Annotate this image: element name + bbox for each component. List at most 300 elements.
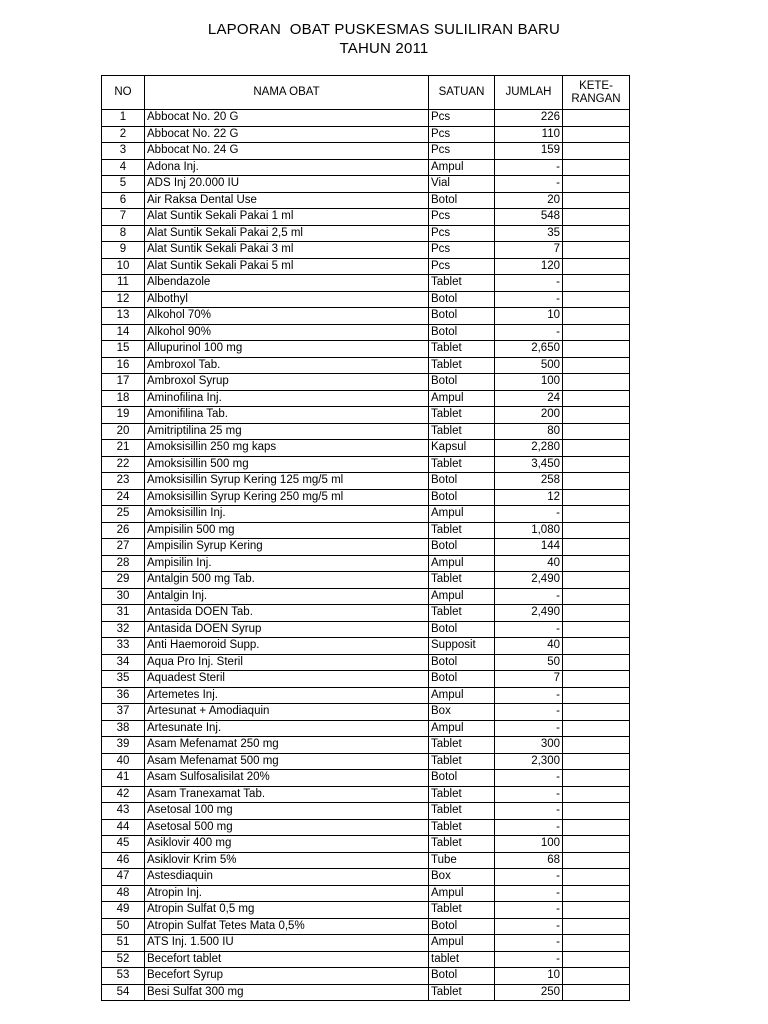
row-unit-cell: Tablet [429,836,495,853]
row-no-cell: 11 [102,275,145,292]
table-row [102,803,630,820]
row-no-cell: 43 [102,803,145,820]
row-note-cell [563,720,630,737]
row-unit-cell: Botol [429,770,495,787]
row-note-cell [563,275,630,292]
row-no-cell: 44 [102,819,145,836]
row-note-cell [563,605,630,622]
row-name-cell: Albendazole [145,275,429,292]
row-name-cell: Artemetes Inj. [145,687,429,704]
row-note-cell [563,341,630,358]
row-unit-cell: Tablet [429,522,495,539]
row-note-cell [563,902,630,919]
row-unit-cell: Tablet [429,984,495,1001]
row-note-cell [563,753,630,770]
row-unit-cell: Tablet [429,803,495,820]
row-qty-cell: 159 [495,143,563,160]
row-unit-cell: Pcs [429,258,495,275]
row-unit-cell: Tablet [429,605,495,622]
row-name-cell: Alat Suntik Sekali Pakai 1 ml [145,209,429,226]
medicine-report-table [101,75,630,1001]
row-qty-cell: - [495,291,563,308]
row-name-cell: Amitriptilina 25 mg [145,423,429,440]
row-unit-cell: Pcs [429,126,495,143]
row-qty-cell: 68 [495,852,563,869]
table-row [102,324,630,341]
row-no-cell: 18 [102,390,145,407]
row-name-cell: Asetosal 100 mg [145,803,429,820]
row-qty-cell: - [495,918,563,935]
table-header [102,76,630,110]
row-no-cell: 2 [102,126,145,143]
row-name-cell: Artesunat + Amodiaquin [145,704,429,721]
row-qty-cell: 100 [495,374,563,391]
row-unit-cell: Tablet [429,341,495,358]
row-name-cell: Alat Suntik Sekali Pakai 5 ml [145,258,429,275]
row-note-cell [563,869,630,886]
row-unit-cell: Tablet [429,572,495,589]
row-note-cell [563,968,630,985]
row-qty-cell: - [495,902,563,919]
row-note-cell [563,192,630,209]
table-row [102,341,630,358]
table-row [102,836,630,853]
header-unit: SATUAN [429,76,495,110]
row-qty-cell: 7 [495,671,563,688]
row-qty-cell: 10 [495,308,563,325]
row-note-cell [563,407,630,424]
table-row [102,522,630,539]
row-unit-cell: Tablet [429,423,495,440]
row-name-cell: Ampisilin 500 mg [145,522,429,539]
row-qty-cell: 80 [495,423,563,440]
row-unit-cell: Tablet [429,902,495,919]
header-note: KETE- RANGAN [563,76,630,110]
row-unit-cell: Ampul [429,588,495,605]
row-no-cell: 54 [102,984,145,1001]
row-note-cell [563,572,630,589]
row-no-cell: 38 [102,720,145,737]
row-note-cell [563,935,630,952]
row-name-cell: Amoksisillin Inj. [145,506,429,523]
row-qty-cell: 2,280 [495,440,563,457]
row-qty-cell: - [495,275,563,292]
table-row [102,605,630,622]
row-name-cell: Amoksisillin Syrup Kering 125 mg/5 ml [145,473,429,490]
row-no-cell: 21 [102,440,145,457]
row-name-cell: Astesdiaquin [145,869,429,886]
row-no-cell: 53 [102,968,145,985]
row-name-cell: Atropin Sulfat Tetes Mata 0,5% [145,918,429,935]
row-qty-cell: - [495,720,563,737]
table-row [102,258,630,275]
row-note-cell [563,324,630,341]
row-name-cell: Antasida DOEN Syrup [145,621,429,638]
row-qty-cell: 226 [495,110,563,127]
row-no-cell: 9 [102,242,145,259]
row-qty-cell: - [495,159,563,176]
row-unit-cell: Botol [429,968,495,985]
row-name-cell: Asam Sulfosalisilat 20% [145,770,429,787]
table-row [102,737,630,754]
table-row [102,291,630,308]
row-unit-cell: Ampul [429,555,495,572]
row-name-cell: Albothyl [145,291,429,308]
table-row [102,506,630,523]
table-row [102,654,630,671]
row-note-cell [563,390,630,407]
row-name-cell: Alat Suntik Sekali Pakai 2,5 ml [145,225,429,242]
row-name-cell: Besi Sulfat 300 mg [145,984,429,1001]
row-note-cell [563,225,630,242]
row-no-cell: 27 [102,539,145,556]
row-qty-cell: 120 [495,258,563,275]
row-unit-cell: Ampul [429,935,495,952]
row-no-cell: 14 [102,324,145,341]
row-name-cell: Antasida DOEN Tab. [145,605,429,622]
row-no-cell: 8 [102,225,145,242]
row-name-cell: Amoksisillin Syrup Kering 250 mg/5 ml [145,489,429,506]
row-name-cell: ADS Inj 20.000 IU [145,176,429,193]
row-unit-cell: Pcs [429,209,495,226]
row-qty-cell: 50 [495,654,563,671]
row-note-cell [563,522,630,539]
row-no-cell: 40 [102,753,145,770]
row-qty-cell: 40 [495,638,563,655]
row-qty-cell: - [495,506,563,523]
table-row [102,308,630,325]
row-note-cell [563,374,630,391]
row-note-cell [563,126,630,143]
row-unit-cell: Tablet [429,819,495,836]
row-unit-cell: Ampul [429,885,495,902]
row-no-cell: 4 [102,159,145,176]
table-row [102,390,630,407]
table-row [102,489,630,506]
row-unit-cell: Botol [429,489,495,506]
row-note-cell [563,819,630,836]
table-row [102,819,630,836]
table-row [102,687,630,704]
row-name-cell: Abbocat No. 22 G [145,126,429,143]
row-qty-cell: 250 [495,984,563,1001]
row-name-cell: Allupurinol 100 mg [145,341,429,358]
row-qty-cell: 258 [495,473,563,490]
row-unit-cell: Ampul [429,390,495,407]
row-name-cell: Aquadest Steril [145,671,429,688]
row-qty-cell: 2,490 [495,572,563,589]
row-name-cell: ATS Inj. 1.500 IU [145,935,429,952]
table-row [102,357,630,374]
row-unit-cell: Botol [429,308,495,325]
row-no-cell: 47 [102,869,145,886]
row-name-cell: Atropin Inj. [145,885,429,902]
table-row [102,275,630,292]
table-header-row [102,76,630,110]
table-row [102,225,630,242]
row-no-cell: 51 [102,935,145,952]
row-unit-cell: Botol [429,671,495,688]
row-name-cell: Adona Inj. [145,159,429,176]
row-name-cell: Ampisilin Inj. [145,555,429,572]
row-qty-cell: - [495,704,563,721]
row-qty-cell: - [495,176,563,193]
row-unit-cell: Supposit [429,638,495,655]
row-qty-cell: - [495,803,563,820]
row-unit-cell: Tablet [429,275,495,292]
row-unit-cell: Botol [429,654,495,671]
row-qty-cell: - [495,819,563,836]
row-note-cell [563,456,630,473]
table-row [102,918,630,935]
table-row [102,572,630,589]
row-note-cell [563,242,630,259]
row-name-cell: Becefort tablet [145,951,429,968]
row-name-cell: Becefort Syrup [145,968,429,985]
row-no-cell: 30 [102,588,145,605]
row-name-cell: Atropin Sulfat 0,5 mg [145,902,429,919]
row-note-cell [563,357,630,374]
row-no-cell: 32 [102,621,145,638]
table-row [102,159,630,176]
row-note-cell [563,704,630,721]
row-qty-cell: 2,300 [495,753,563,770]
table-row [102,770,630,787]
row-no-cell: 29 [102,572,145,589]
row-name-cell: Artesunate Inj. [145,720,429,737]
row-unit-cell: Vial [429,176,495,193]
row-qty-cell: 2,650 [495,341,563,358]
row-note-cell [563,588,630,605]
row-qty-cell: - [495,786,563,803]
row-no-cell: 46 [102,852,145,869]
row-qty-cell: 12 [495,489,563,506]
report-title-line-2: TAHUN 2011 [339,40,429,57]
row-note-cell [563,852,630,869]
row-note-cell [563,803,630,820]
row-name-cell: Alkohol 70% [145,308,429,325]
row-name-cell: Antalgin Inj. [145,588,429,605]
row-note-cell [563,473,630,490]
row-note-cell [563,836,630,853]
row-note-cell [563,506,630,523]
table-row [102,539,630,556]
row-name-cell: Ambroxol Syrup [145,374,429,391]
table-row [102,671,630,688]
table-row [102,473,630,490]
table-row [102,143,630,160]
row-name-cell: Antalgin 500 mg Tab. [145,572,429,589]
row-qty-cell: 24 [495,390,563,407]
table-row [102,852,630,869]
row-no-cell: 33 [102,638,145,655]
row-qty-cell: 2,490 [495,605,563,622]
row-qty-cell: 548 [495,209,563,226]
row-name-cell: Anti Haemoroid Supp. [145,638,429,655]
row-unit-cell: Kapsul [429,440,495,457]
row-qty-cell: - [495,687,563,704]
row-note-cell [563,984,630,1001]
row-qty-cell: 35 [495,225,563,242]
row-no-cell: 49 [102,902,145,919]
row-note-cell [563,539,630,556]
row-name-cell: Asiklovir 400 mg [145,836,429,853]
table-row [102,621,630,638]
table-row [102,588,630,605]
row-unit-cell: Tablet [429,753,495,770]
row-unit-cell: Pcs [429,110,495,127]
row-note-cell [563,291,630,308]
table-row [102,935,630,952]
row-note-cell [563,687,630,704]
table-row [102,753,630,770]
row-no-cell: 28 [102,555,145,572]
table-row [102,869,630,886]
row-unit-cell: Pcs [429,225,495,242]
row-qty-cell: - [495,324,563,341]
row-name-cell: Alkohol 90% [145,324,429,341]
row-qty-cell: - [495,621,563,638]
row-unit-cell: Botol [429,621,495,638]
row-qty-cell: - [495,588,563,605]
row-qty-cell: 10 [495,968,563,985]
row-unit-cell: Tube [429,852,495,869]
table-row [102,209,630,226]
report-title [0,20,768,58]
row-no-cell: 10 [102,258,145,275]
row-no-cell: 42 [102,786,145,803]
row-qty-cell: - [495,885,563,902]
row-unit-cell: Botol [429,324,495,341]
row-no-cell: 36 [102,687,145,704]
row-name-cell: Ambroxol Tab. [145,357,429,374]
row-unit-cell: Tablet [429,786,495,803]
row-note-cell [563,143,630,160]
row-qty-cell: 300 [495,737,563,754]
row-note-cell [563,770,630,787]
row-name-cell: Abbocat No. 20 G [145,110,429,127]
row-name-cell: Alat Suntik Sekali Pakai 3 ml [145,242,429,259]
row-note-cell [563,555,630,572]
row-note-cell [563,951,630,968]
row-unit-cell: Tablet [429,737,495,754]
row-unit-cell: Tablet [429,407,495,424]
row-name-cell: Amoksisillin 250 mg kaps [145,440,429,457]
row-qty-cell: 500 [495,357,563,374]
table-row [102,407,630,424]
table-row [102,885,630,902]
row-note-cell [563,918,630,935]
row-unit-cell: tablet [429,951,495,968]
row-qty-cell: - [495,951,563,968]
row-name-cell: Amoksisillin 500 mg [145,456,429,473]
row-name-cell: Abbocat No. 24 G [145,143,429,160]
row-note-cell [563,654,630,671]
row-no-cell: 6 [102,192,145,209]
row-note-cell [563,440,630,457]
row-no-cell: 39 [102,737,145,754]
row-note-cell [563,110,630,127]
header-no: NO [102,76,145,110]
row-qty-cell: 40 [495,555,563,572]
row-unit-cell: Botol [429,192,495,209]
row-no-cell: 1 [102,110,145,127]
row-unit-cell: Botol [429,374,495,391]
row-no-cell: 52 [102,951,145,968]
table-row [102,176,630,193]
row-note-cell [563,621,630,638]
row-qty-cell: 144 [495,539,563,556]
row-no-cell: 23 [102,473,145,490]
table-row [102,423,630,440]
row-name-cell: Air Raksa Dental Use [145,192,429,209]
table-row [102,555,630,572]
row-unit-cell: Ampul [429,687,495,704]
row-unit-cell: Box [429,704,495,721]
table-body [102,110,630,1001]
table-row [102,951,630,968]
row-unit-cell: Botol [429,539,495,556]
header-name: NAMA OBAT [145,76,429,110]
row-note-cell [563,308,630,325]
row-name-cell: Asam Mefenamat 500 mg [145,753,429,770]
row-note-cell [563,885,630,902]
table-row [102,786,630,803]
row-name-cell: Aqua Pro Inj. Steril [145,654,429,671]
table-row [102,984,630,1001]
row-no-cell: 16 [102,357,145,374]
row-unit-cell: Botol [429,291,495,308]
row-no-cell: 17 [102,374,145,391]
row-unit-cell: Tablet [429,456,495,473]
row-name-cell: Asam Tranexamat Tab. [145,786,429,803]
header-qty: JUMLAH [495,76,563,110]
table-row [102,902,630,919]
row-name-cell: Asetosal 500 mg [145,819,429,836]
row-qty-cell: 3,450 [495,456,563,473]
row-unit-cell: Pcs [429,143,495,160]
row-no-cell: 12 [102,291,145,308]
row-no-cell: 13 [102,308,145,325]
row-unit-cell: Tablet [429,357,495,374]
row-unit-cell: Ampul [429,159,495,176]
table-row [102,242,630,259]
row-name-cell: Ampisilin Syrup Kering [145,539,429,556]
table-row [102,968,630,985]
row-qty-cell: 20 [495,192,563,209]
row-no-cell: 48 [102,885,145,902]
row-note-cell [563,671,630,688]
row-qty-cell: 100 [495,836,563,853]
table-row [102,456,630,473]
row-name-cell: Amonifilina Tab. [145,407,429,424]
row-note-cell [563,489,630,506]
row-no-cell: 35 [102,671,145,688]
row-name-cell: Aminofilina Inj. [145,390,429,407]
table-row [102,440,630,457]
row-no-cell: 34 [102,654,145,671]
row-note-cell [563,786,630,803]
row-no-cell: 37 [102,704,145,721]
row-no-cell: 19 [102,407,145,424]
row-no-cell: 45 [102,836,145,853]
row-qty-cell: 1,080 [495,522,563,539]
table-row [102,374,630,391]
row-name-cell: Asiklovir Krim 5% [145,852,429,869]
row-no-cell: 25 [102,506,145,523]
row-no-cell: 41 [102,770,145,787]
row-qty-cell: - [495,935,563,952]
